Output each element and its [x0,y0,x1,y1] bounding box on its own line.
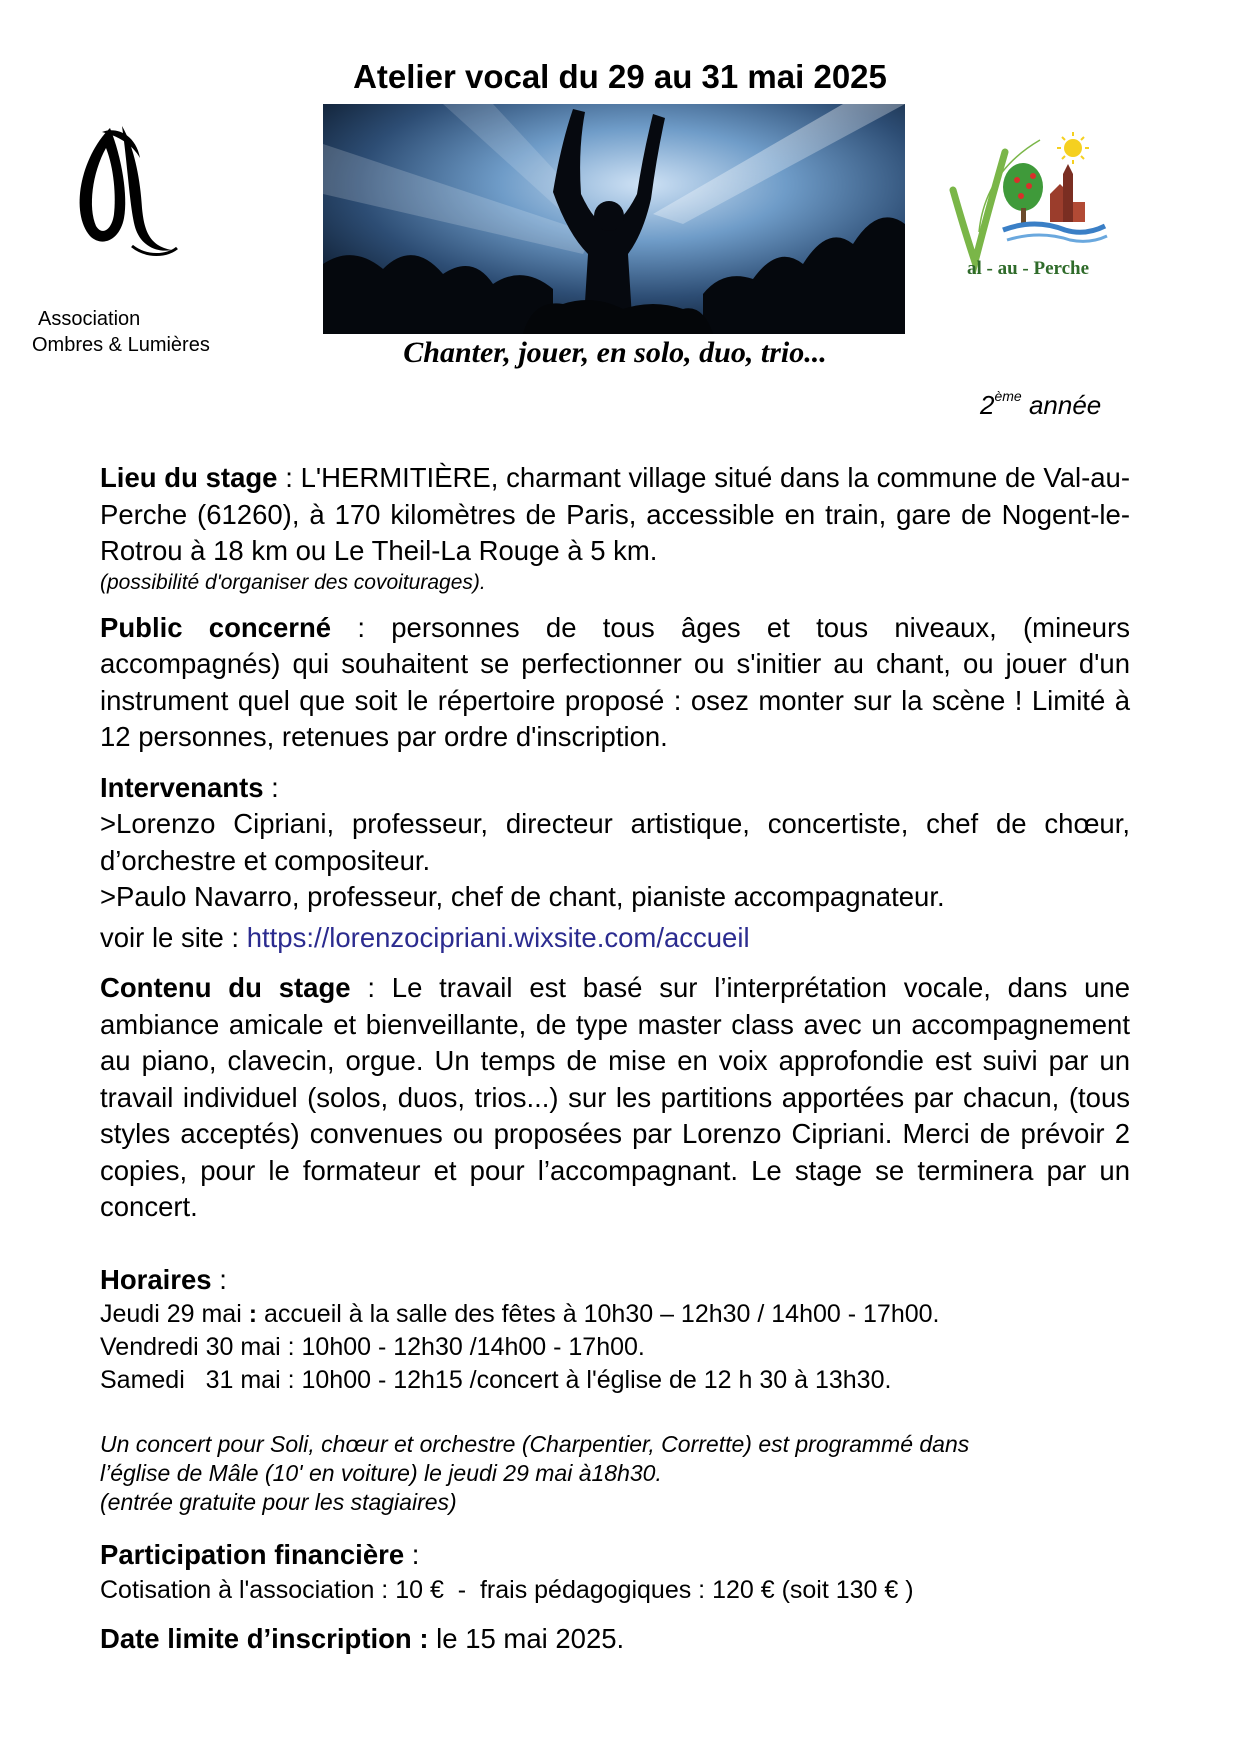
association-line1: Association [38,308,141,330]
intervenants-label: Intervenants [100,771,264,803]
ombres-lumieres-logo [62,118,182,273]
concert-line1: Un concert pour Soli, chœur et orchestre (Charpentier, Corrette) est programmé dans [100,1431,970,1457]
deadline-label: Date limite d’inscription : [100,1622,429,1654]
public-text: : personnes de tous âges et tous niveaux, (mineurs accompagnés) qui souhaitent se perfectionner ou s'initier au chant, ou jouer d'un instrument quel que soit le répertoire proposé : osez monter sur la scène ! Limité à 12 personnes, retenues par ordre d'inscription. [100,611,1130,752]
section-deadline [100,1621,1130,1658]
lieu-label: Lieu du stage [100,462,278,493]
contenu-text: : Le travail est basé sur l’interprétation vocale, dans une ambiance amicale et bienveillante, de type master class avec un accompagnement au piano, clavecin, orgue. Un temps de mise en voix approfondie est suivi par un travail individuel (solos, duos, trios...) sur les partitions apportées par chacun, (tous styles acceptés) convenues ou proposées par Lorenzo Cipriani. Merci de prévoir 2 copies, pour le formateur et pour l’accompagnant. Le stage se terminera par un concert. [100,972,1130,1222]
section-participation: Participation financière : [100,1539,420,1570]
concert-line2: l’église de Mâle (10' en voiture) le jeudi 29 mai à18h30. [100,1460,662,1486]
lieu-note: (possibilité d'organiser des covoiturages). [100,570,486,594]
page-title: Atelier vocal du 29 au 31 mai 2025 [353,58,887,95]
public-label: Public concerné [100,611,332,643]
site-link[interactable]: https://lorenzocipriani.wixsite.com/accueil [246,921,750,953]
contenu-label: Contenu du stage [100,972,351,1003]
section-horaires: Horaires : [100,1263,227,1295]
section-lieu [100,460,1130,570]
concert-line3: (entrée gratuite pour les stagiaires) [100,1489,457,1515]
tagline: Chanter, jouer, en solo, duo, trio... [403,336,827,369]
participation-label: Participation financière [100,1539,405,1570]
horaire-vendredi: Vendredi 30 mai : 10h00 - 12h30 /14h00 - 17h00. [100,1333,645,1361]
horaire-jeudi: Jeudi 29 mai : accueil à la salle des fêtes à 10h30 – 12h30 / 14h00 - 17h00. [100,1300,940,1328]
section-contenu [100,970,1130,1226]
section-intervenants: Intervenants : [100,771,279,803]
lieu-text: : L'HERMITIÈRE, charmant village situé dans la commune de Val-au-Perche (61260), à 170 kilomètres de Paris, accessible en train, gare de Nogent-le-Rotrou à 18 km ou Le Theil-La Rouge à 5 km. [100,462,1131,566]
intervenant-paulo: >Paulo Navarro, professeur, chef de chant, pianiste accompagnateur. [100,881,945,912]
concert-photo [323,104,905,334]
intervenant-lorenzo: >Lorenzo Cipriani, professeur, directeur artistique, concertiste, chef de chœur, d’orchestre et compositeur. [100,808,1130,876]
edition-year: 2ème année [980,388,1102,420]
participation-text: Cotisation à l'association : 10 € - frais pédagogiques : 120 € (soit 130 € ) [100,1575,914,1604]
val-au-perche-logo-text: al - au - Perche [967,258,1090,279]
association-line2: Ombres & Lumières [32,334,210,356]
deadline-text: le 15 mai 2025. [428,1622,625,1654]
section-public [100,610,1130,756]
main-content [100,460,1130,1657]
horaire-samedi: Samedi 31 mai : 10h00 - 12h15 /concert à l'église de 12 h 30 à 13h30. [100,1366,892,1394]
site-line: voir le site : https://lorenzocipriani.wixsite.com/accueil [100,921,750,953]
horaires-label: Horaires [100,1263,212,1295]
val-au-perche-logo [945,112,1113,282]
association-name [32,306,210,358]
